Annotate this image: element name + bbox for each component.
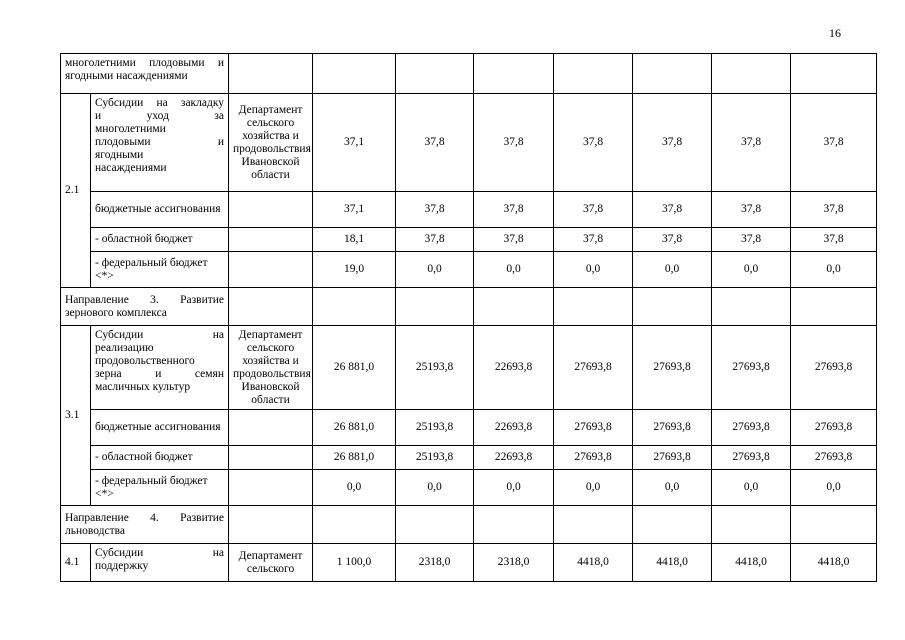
- measure-name: [91, 94, 229, 192]
- measure-name-line: насаждениями: [95, 162, 167, 174]
- measure-name-line: и уход за: [95, 110, 225, 122]
- direction-heading-line: Направление 3. Развитие: [65, 293, 225, 306]
- value-cell: 27693,8: [633, 446, 712, 470]
- executor-cell: Департамент сельского хозяйства и продовольствия Ивановской области: [229, 94, 313, 192]
- value-cell: 0,0: [313, 470, 396, 506]
- row-number: 3.1: [61, 326, 91, 506]
- table-row: [61, 506, 877, 544]
- executor-cell: Департамент сельского: [229, 544, 313, 582]
- value-cell: 4418,0: [554, 544, 633, 582]
- executor-cell: [229, 410, 313, 446]
- value-cell: [791, 506, 877, 544]
- value-cell: 0,0: [633, 252, 712, 288]
- value-cell: [474, 506, 554, 544]
- value-cell: 25193,8: [396, 326, 474, 410]
- value-cell: 37,8: [474, 94, 554, 192]
- value-cell: [712, 288, 791, 326]
- value-cell: [791, 288, 877, 326]
- value-cell: 27693,8: [791, 326, 877, 410]
- budget-label: бюджетные ассигнования: [91, 410, 229, 446]
- value-cell: 25193,8: [396, 410, 474, 446]
- measure-name-line: Субсидии на: [95, 329, 225, 341]
- page-number: 16: [829, 26, 841, 40]
- value-cell: 0,0: [633, 470, 712, 506]
- value-cell: 2318,0: [396, 544, 474, 582]
- value-cell: [474, 54, 554, 94]
- value-cell: [313, 54, 396, 94]
- table-row: [61, 288, 877, 326]
- measure-name-line: многолетними: [95, 123, 166, 135]
- direction-heading-line: Направление 4. Развитие: [65, 511, 225, 524]
- federal-budget-label: - федеральный бюджет <*>: [91, 470, 229, 506]
- value-cell: 37,8: [712, 192, 791, 228]
- value-cell: 27693,8: [791, 446, 877, 470]
- measure-name-line: Субсидии на: [95, 547, 225, 559]
- value-cell: [396, 506, 474, 544]
- value-cell: 37,8: [791, 192, 877, 228]
- measure-name-line: поддержку: [95, 560, 149, 572]
- value-cell: 37,8: [633, 94, 712, 192]
- value-cell: [633, 288, 712, 326]
- value-cell: 27693,8: [633, 410, 712, 446]
- table-row: [61, 410, 877, 446]
- direction-heading-line: льноводства: [65, 524, 126, 537]
- value-cell: 0,0: [474, 252, 554, 288]
- value-cell: 4418,0: [712, 544, 791, 582]
- value-cell: 37,8: [554, 192, 633, 228]
- value-cell: 0,0: [474, 470, 554, 506]
- measure-name-line: масличных культур: [95, 381, 191, 393]
- value-cell: 37,8: [396, 228, 474, 252]
- value-cell: 27693,8: [633, 326, 712, 410]
- value-cell: [313, 288, 396, 326]
- value-cell: 0,0: [554, 252, 633, 288]
- value-cell: 2318,0: [474, 544, 554, 582]
- value-cell: 26 881,0: [313, 410, 396, 446]
- executor-cell: [229, 192, 313, 228]
- table-row: [61, 54, 877, 94]
- value-cell: 0,0: [791, 252, 877, 288]
- regional-budget-label: - областной бюджет: [91, 228, 229, 252]
- direction-heading: [61, 506, 229, 544]
- value-cell: [791, 54, 877, 94]
- value-cell: 0,0: [396, 470, 474, 506]
- value-cell: 37,8: [396, 94, 474, 192]
- value-cell: [396, 54, 474, 94]
- measure-name-line: продовольственного: [95, 355, 195, 367]
- table-row: [61, 192, 877, 228]
- value-cell: [554, 288, 633, 326]
- executor-cell: [229, 446, 313, 470]
- regional-budget-label: - областной бюджет: [91, 446, 229, 470]
- value-cell: 37,8: [474, 192, 554, 228]
- value-cell: [633, 54, 712, 94]
- value-cell: 27693,8: [554, 410, 633, 446]
- value-cell: 27693,8: [712, 410, 791, 446]
- value-cell: 27693,8: [791, 410, 877, 446]
- value-cell: 1 100,0: [313, 544, 396, 582]
- value-cell: 19,0: [313, 252, 396, 288]
- measure-name-line: реализацию: [95, 342, 154, 354]
- executor-cell: [229, 288, 313, 326]
- executor-cell: [229, 470, 313, 506]
- value-cell: 0,0: [396, 252, 474, 288]
- executor-cell: [229, 252, 313, 288]
- value-cell: 26 881,0: [313, 446, 396, 470]
- continuation-text-line1: многолетними плодовыми и: [65, 57, 225, 69]
- value-cell: 37,8: [474, 228, 554, 252]
- table-row: [61, 326, 877, 410]
- value-cell: [712, 506, 791, 544]
- value-cell: 27693,8: [554, 446, 633, 470]
- value-cell: 26 881,0: [313, 326, 396, 410]
- value-cell: 22693,8: [474, 410, 554, 446]
- value-cell: 37,8: [791, 94, 877, 192]
- table-row: [61, 446, 877, 470]
- measure-name: [91, 544, 229, 582]
- table-row: [61, 252, 877, 288]
- value-cell: 4418,0: [791, 544, 877, 582]
- table-row: [61, 544, 877, 582]
- measure-name-line: Субсидии на закладку: [95, 97, 225, 109]
- value-cell: 37,8: [712, 228, 791, 252]
- row-number: 4.1: [61, 544, 91, 582]
- value-cell: 0,0: [712, 252, 791, 288]
- direction-heading: [61, 288, 229, 326]
- value-cell: [633, 506, 712, 544]
- table-row: [61, 228, 877, 252]
- executor-cell: Департамент сельского хозяйства и продовольствия Ивановской области: [229, 326, 313, 410]
- value-cell: 4418,0: [633, 544, 712, 582]
- value-cell: 25193,8: [396, 446, 474, 470]
- measure-name-line: ягодными: [95, 149, 144, 161]
- continuation-text-line2: ягодными насаждениями: [65, 70, 188, 82]
- value-cell: [396, 288, 474, 326]
- measure-name: [91, 326, 229, 410]
- value-cell: 27693,8: [712, 446, 791, 470]
- table-row: [61, 94, 877, 192]
- value-cell: 37,8: [791, 228, 877, 252]
- budget-label: бюджетные ассигнования: [91, 192, 229, 228]
- measure-name-line: плодовыми и: [95, 136, 225, 148]
- value-cell: 22693,8: [474, 326, 554, 410]
- executor-cell: [229, 228, 313, 252]
- value-cell: [313, 506, 396, 544]
- value-cell: 27693,8: [554, 326, 633, 410]
- executor-cell: [229, 54, 313, 94]
- value-cell: 37,1: [313, 192, 396, 228]
- value-cell: 37,8: [554, 228, 633, 252]
- table-row: [61, 470, 877, 506]
- value-cell: 37,8: [554, 94, 633, 192]
- continuation-cell: [61, 54, 229, 94]
- budget-table: [60, 53, 877, 582]
- value-cell: 0,0: [791, 470, 877, 506]
- value-cell: 18,1: [313, 228, 396, 252]
- value-cell: 0,0: [712, 470, 791, 506]
- row-number: 2.1: [61, 94, 91, 288]
- direction-heading-line: зернового комплекса: [65, 306, 167, 319]
- value-cell: [554, 54, 633, 94]
- value-cell: [474, 288, 554, 326]
- value-cell: 37,8: [712, 94, 791, 192]
- executor-cell: [229, 506, 313, 544]
- federal-budget-label: - федеральный бюджет <*>: [91, 252, 229, 288]
- value-cell: 37,8: [633, 228, 712, 252]
- value-cell: 37,1: [313, 94, 396, 192]
- value-cell: [554, 506, 633, 544]
- value-cell: 22693,8: [474, 446, 554, 470]
- value-cell: 27693,8: [712, 326, 791, 410]
- value-cell: 37,8: [396, 192, 474, 228]
- measure-name-line: зерна и семян: [95, 368, 225, 380]
- value-cell: 37,8: [633, 192, 712, 228]
- value-cell: [712, 54, 791, 94]
- value-cell: 0,0: [554, 470, 633, 506]
